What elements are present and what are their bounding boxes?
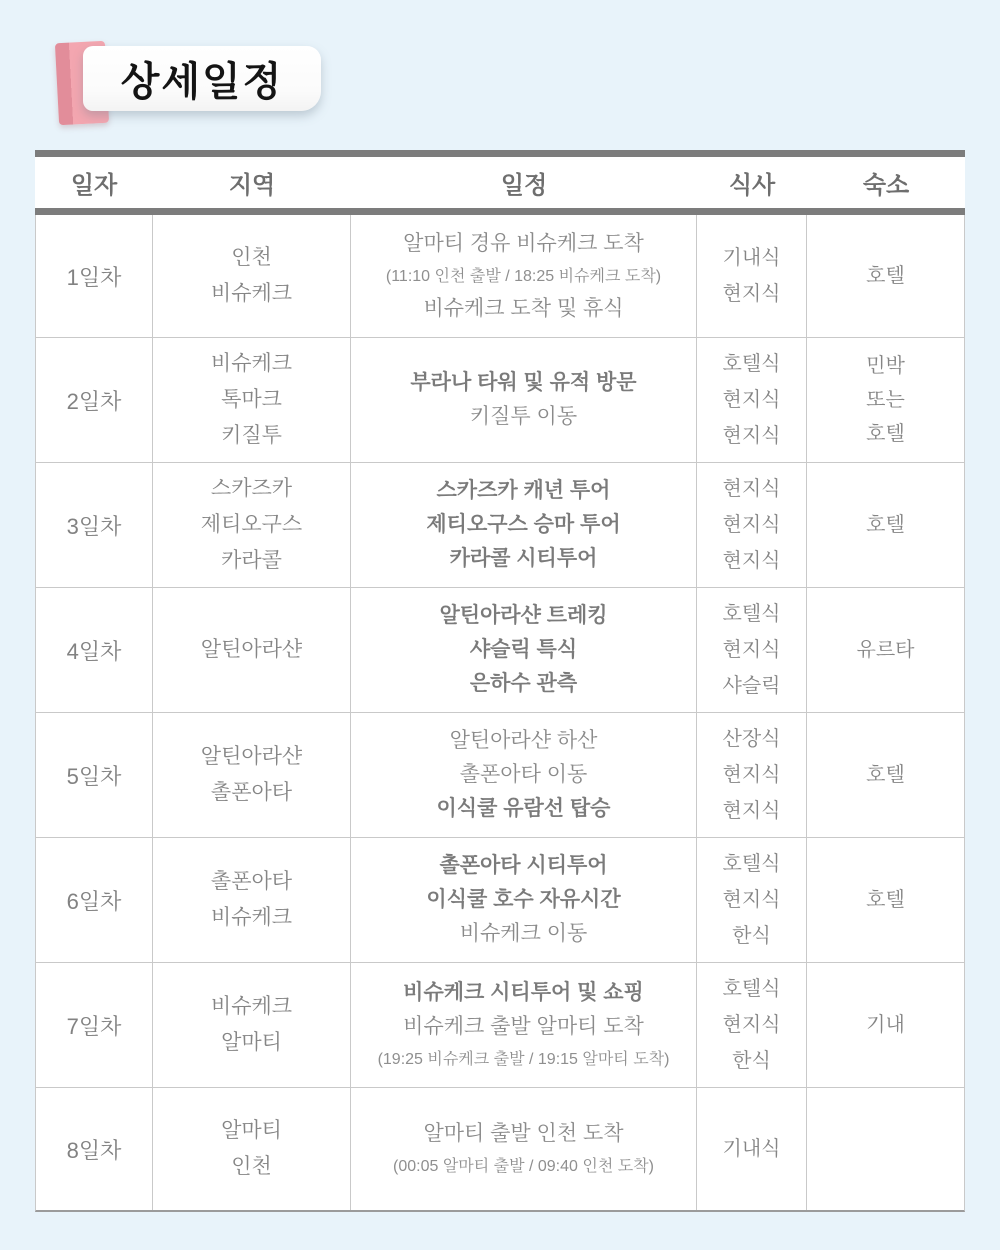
lodging-cell xyxy=(807,588,964,712)
schedule-line: 비슈케크 이동 xyxy=(459,922,588,945)
schedule-line: (11:10 인천 출발 / 18:25 비슈케크 도착) xyxy=(385,267,662,285)
region-line: 알틴아라샨 xyxy=(200,638,303,661)
meal-line: 한식 xyxy=(732,1050,771,1072)
schedule-line: 카라콜 시티투어 xyxy=(449,547,598,570)
region-line: 비슈케크 xyxy=(210,906,293,929)
lodging-line: 호텔 xyxy=(866,423,905,445)
day-cell xyxy=(36,963,153,1087)
column-header-day: 일자 xyxy=(70,172,118,199)
schedule-cell xyxy=(351,838,697,962)
schedule-cell xyxy=(351,338,697,462)
schedule-cell xyxy=(351,1088,697,1210)
meal-line: 현지식 xyxy=(722,283,781,305)
lodging-cell xyxy=(807,1088,964,1210)
meal-line: 현지식 xyxy=(722,478,781,500)
meal-line: 현지식 xyxy=(722,514,781,536)
day-cell xyxy=(36,338,153,462)
table-row xyxy=(36,588,964,713)
meal-line: 호텔식 xyxy=(722,353,781,375)
meal-line: 산장식 xyxy=(722,728,781,750)
day-label: 1일차 xyxy=(66,264,122,290)
meal-line: 한식 xyxy=(732,925,771,947)
lodging-cell xyxy=(807,463,964,587)
meal-line: 샤슬릭 xyxy=(722,675,781,697)
schedule-line: 부라나 타워 및 유적 방문 xyxy=(410,371,637,394)
schedule-cell xyxy=(351,463,697,587)
region-cell xyxy=(153,215,351,337)
schedule-cell xyxy=(351,963,697,1087)
meal-line: 현지식 xyxy=(722,550,781,572)
region-line: 스카즈카 xyxy=(210,477,293,500)
meals-cell xyxy=(697,838,807,962)
schedule-line: 이식쿨 호수 자유시간 xyxy=(426,888,621,911)
lodging-line: 호텔 xyxy=(866,265,905,287)
region-cell xyxy=(153,338,351,462)
meal-line: 호텔식 xyxy=(722,978,781,1000)
lodging-line: 호텔 xyxy=(866,514,905,536)
region-line: 인천 xyxy=(231,246,272,269)
meal-line: 현지식 xyxy=(722,889,781,911)
day-cell xyxy=(36,1088,153,1210)
column-header-schedule: 일정 xyxy=(500,172,548,199)
day-cell xyxy=(36,463,153,587)
lodging-cell xyxy=(807,713,964,837)
table-row xyxy=(36,963,964,1088)
schedule-line: 비슈케크 도착 및 휴식 xyxy=(423,296,624,320)
day-cell xyxy=(36,838,153,962)
region-line: 톡마크 xyxy=(221,388,282,411)
day-label: 4일차 xyxy=(66,638,122,664)
region-cell xyxy=(153,963,351,1087)
meal-line: 기내식 xyxy=(722,1138,781,1160)
schedule-line: 촐폰아타 시티투어 xyxy=(439,854,608,877)
table-row xyxy=(36,838,964,963)
meal-line: 현지식 xyxy=(722,389,781,411)
meals-cell xyxy=(697,338,807,462)
lodging-line: 호텔 xyxy=(866,889,905,911)
region-line: 카라콜 xyxy=(221,549,282,572)
region-cell xyxy=(153,1088,351,1210)
day-label: 6일차 xyxy=(66,888,122,914)
region-line: 비슈케크 xyxy=(210,282,293,305)
region-cell xyxy=(153,713,351,837)
meals-cell xyxy=(697,588,807,712)
day-cell xyxy=(36,215,153,337)
meal-line: 현지식 xyxy=(722,800,781,822)
schedule-cell xyxy=(351,215,697,337)
schedule-line: 비슈케크 출발 알마티 도착 xyxy=(403,1014,644,1038)
meal-line: 호텔식 xyxy=(722,853,781,875)
title-ribbon xyxy=(0,0,1000,150)
day-cell xyxy=(36,713,153,837)
table-row xyxy=(36,338,964,463)
meal-line: 호텔식 xyxy=(722,603,781,625)
meals-cell xyxy=(697,713,807,837)
region-line: 제티오구스 xyxy=(200,513,303,536)
schedule-line: 은하수 관측 xyxy=(469,672,578,695)
schedule-line: 제티오구스 승마 투어 xyxy=(426,513,621,536)
lodging-line: 유르타 xyxy=(856,639,915,661)
title-label xyxy=(83,46,321,111)
schedule-line: 이식쿨 유람선 탑승 xyxy=(436,797,611,820)
lodging-cell xyxy=(807,838,964,962)
day-label: 3일차 xyxy=(66,513,122,539)
lodging-line: 호텔 xyxy=(866,764,905,786)
table-row xyxy=(36,463,964,588)
lodging-cell xyxy=(807,963,964,1087)
region-line: 비슈케크 xyxy=(210,995,293,1018)
region-line: 촐폰아타 xyxy=(210,870,293,893)
table-row xyxy=(36,1088,964,1210)
meals-cell xyxy=(697,1088,807,1210)
page-title: 상세일정 xyxy=(120,60,284,104)
schedule-line: 알틴아라샨 하산 xyxy=(449,729,598,752)
region-line: 알마티 xyxy=(221,1119,282,1142)
region-line: 인천 xyxy=(231,1155,272,1178)
lodging-cell xyxy=(807,338,964,462)
region-line: 알마티 xyxy=(221,1031,282,1054)
schedule-line: (19:25 비슈케크 출발 / 19:15 알마티 도착) xyxy=(377,1050,670,1068)
column-header-region: 지역 xyxy=(228,172,276,199)
lodging-cell xyxy=(807,215,964,337)
day-label: 5일차 xyxy=(66,763,122,789)
region-line: 키질투 xyxy=(221,424,282,447)
region-line: 비슈케크 xyxy=(210,352,293,375)
column-header-meals: 식사 xyxy=(728,172,776,199)
meals-cell xyxy=(697,463,807,587)
schedule-line: 알틴아라샨 트레킹 xyxy=(439,604,608,627)
lodging-line: 또는 xyxy=(866,389,905,411)
table-header-row xyxy=(35,150,965,215)
table-body xyxy=(35,215,965,1212)
meal-line: 현지식 xyxy=(722,1014,781,1036)
meals-cell xyxy=(697,215,807,337)
schedule-cell xyxy=(351,713,697,837)
meals-cell xyxy=(697,963,807,1087)
schedule-line: 알마티 출발 인천 도착 xyxy=(423,1121,624,1145)
region-line: 촐폰아타 xyxy=(210,781,293,804)
day-label: 7일차 xyxy=(66,1013,122,1039)
schedule-line: 촐폰아타 이동 xyxy=(459,763,588,786)
day-label: 2일차 xyxy=(66,388,122,414)
column-header-lodging: 숙소 xyxy=(862,172,910,199)
meal-line: 현지식 xyxy=(722,639,781,661)
schedule-line: 알마티 경유 비슈케크 도착 xyxy=(403,231,644,255)
meal-line: 현지식 xyxy=(722,764,781,786)
schedule-line: 키질투 이동 xyxy=(469,405,578,428)
schedule-line: (00:05 알마티 출발 / 09:40 인천 도착) xyxy=(393,1157,654,1175)
region-cell xyxy=(153,463,351,587)
meal-line: 기내식 xyxy=(722,247,781,269)
day-cell xyxy=(36,588,153,712)
itinerary-table xyxy=(35,150,965,1212)
schedule-line: 샤슬릭 특식 xyxy=(469,638,578,661)
region-line: 알틴아라샨 xyxy=(200,745,303,768)
region-cell xyxy=(153,838,351,962)
lodging-line: 기내 xyxy=(866,1014,905,1036)
table-row xyxy=(36,215,964,338)
region-cell xyxy=(153,588,351,712)
lodging-line: 민박 xyxy=(866,355,905,377)
meal-line: 현지식 xyxy=(722,425,781,447)
schedule-line: 스카즈카 캐년 투어 xyxy=(436,479,611,502)
day-label: 8일차 xyxy=(66,1137,122,1163)
table-row xyxy=(36,713,964,838)
schedule-cell xyxy=(351,588,697,712)
schedule-line: 비슈케크 시티투어 및 쇼핑 xyxy=(403,980,644,1004)
